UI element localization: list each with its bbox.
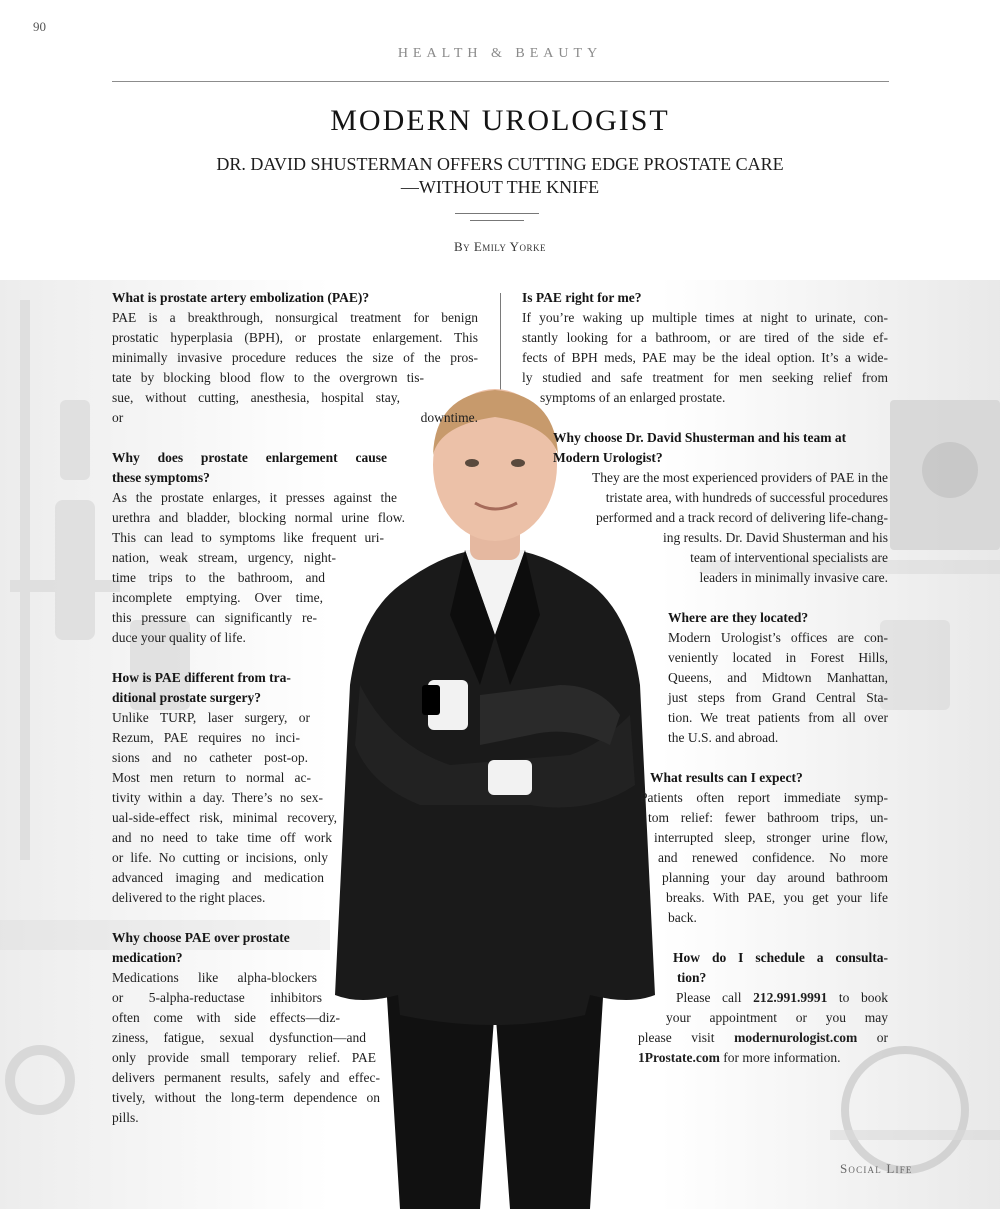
text-line: veniently located in Forest Hills, bbox=[668, 650, 888, 665]
phone-number[interactable]: 212.991.9991 bbox=[753, 990, 828, 1005]
text-line: fects of BPH meds, PAE may be the ideal option. It’s a wide- bbox=[522, 350, 888, 365]
text-line: ual-side-effect risk, minimal recovery, bbox=[112, 810, 337, 825]
text-line: and renewed confidence. No more bbox=[658, 850, 888, 865]
text-line: sue, without cutting, anesthesia, hospital stay, bbox=[112, 390, 400, 405]
text-line: interrupted sleep, stronger urine flow, bbox=[654, 830, 888, 845]
ornament-rule bbox=[455, 213, 539, 214]
text-line: medication? bbox=[112, 950, 183, 965]
answer-paragraph bbox=[638, 988, 888, 1068]
text-line: Why choose PAE over prostate bbox=[112, 930, 290, 945]
question-heading bbox=[673, 948, 888, 988]
text-line: urethra and bladder, blocking normal urine flow. bbox=[112, 510, 405, 525]
text-line: tate by blocking blood flow to the overgrown tis- bbox=[112, 370, 424, 385]
text-line: pills. bbox=[112, 1110, 139, 1125]
section-heading: HEALTH & BEAUTY bbox=[397, 46, 603, 61]
text-line: performed and a track record of delivering life-chang- bbox=[596, 510, 888, 525]
article-subtitle bbox=[150, 153, 850, 199]
text-line: tivity within a day. There’s no sex- bbox=[112, 790, 323, 805]
header-rule bbox=[112, 81, 889, 82]
text-line bbox=[638, 1048, 888, 1068]
text-line: Why does prostate enlargement cause bbox=[112, 450, 387, 465]
text-line: prostatic hyperplasia (BPH), or prostate enlargement. This bbox=[112, 330, 478, 345]
answer-paragraph bbox=[112, 488, 405, 648]
text-line: Patients often report immediate symp- bbox=[640, 790, 888, 805]
text-line: tristate area, with hundreds of successful procedures bbox=[605, 490, 888, 505]
text-line: ing results. Dr. David Shusterman and his bbox=[663, 530, 888, 545]
text-line: these symptoms? bbox=[112, 470, 210, 485]
text-line: ditional prostate surgery? bbox=[112, 690, 261, 705]
text-line bbox=[638, 1028, 888, 1048]
article-title: MODERN UROLOGIST bbox=[330, 104, 670, 137]
answer-paragraph bbox=[112, 968, 380, 1128]
text-line: stantly looking for a bathroom, or are tired of the side ef- bbox=[522, 330, 888, 345]
text-run: for more information. bbox=[719, 1050, 841, 1065]
text-line: Modern Urologist? bbox=[553, 450, 663, 465]
text-line: incomplete emptying. Over time, bbox=[112, 590, 323, 605]
question-heading bbox=[112, 448, 387, 488]
question-heading: Is PAE right for me? bbox=[522, 290, 642, 305]
text-line: delivers permanent results, safely and effec- bbox=[112, 1070, 380, 1085]
text-line: time trips to the bathroom, and bbox=[112, 570, 325, 585]
text-run: please visit bbox=[638, 1030, 735, 1045]
question-heading bbox=[553, 428, 846, 468]
text-line: How do I schedule a consulta- bbox=[673, 950, 888, 965]
subtitle-line: DR. DAVID SHUSTERMAN OFFERS CUTTING EDGE PROSTATE CARE bbox=[216, 154, 784, 174]
text-line: duce your quality of life. bbox=[112, 630, 246, 645]
text-line: nation, weak stream, urgency, night- bbox=[112, 550, 336, 565]
text-line: Modern Urologist’s offices are con- bbox=[668, 630, 888, 645]
answer-paragraph bbox=[112, 708, 337, 908]
text-line: breaks. With PAE, you get your life bbox=[666, 890, 888, 905]
text-line: planning your day around bathroom bbox=[662, 870, 888, 885]
question-heading: Where are they located? bbox=[668, 610, 809, 625]
magazine-footer: Social Life bbox=[840, 1161, 913, 1176]
text-line: How is PAE different from tra- bbox=[112, 670, 291, 685]
page-number: 90 bbox=[33, 19, 46, 34]
website-link[interactable]: 1Prostate.com bbox=[638, 1050, 720, 1065]
text-line: and no need to take time off work bbox=[112, 830, 332, 845]
byline: By Emily Yorke bbox=[453, 239, 547, 254]
text-run: to book bbox=[827, 990, 888, 1005]
text-line: If you’re waking up multiple times at night to urinate, con- bbox=[522, 310, 888, 325]
text-line: They are the most experienced providers of PAE in the bbox=[591, 470, 888, 485]
answer-paragraph bbox=[668, 628, 888, 748]
text-line: team of interventional specialists are bbox=[690, 550, 888, 565]
subtitle-line: —WITHOUT THE KNIFE bbox=[400, 177, 600, 197]
text-line: Medications like alpha-blockers bbox=[112, 970, 317, 985]
text-line: tom relief: fewer bathroom trips, un- bbox=[648, 810, 888, 825]
text-line: or downtime. bbox=[112, 410, 478, 425]
text-line: symptoms of an enlarged prostate. bbox=[540, 390, 726, 405]
text-line: often come with side effects—diz- bbox=[112, 1010, 340, 1025]
website-link[interactable]: modernurologist.com bbox=[734, 1030, 858, 1045]
question-heading: What is prostate artery embolization (PAE)? bbox=[112, 290, 370, 305]
text-line: ziness, fatigue, sexual dysfunction—and bbox=[112, 1030, 366, 1045]
text-line: PAE is a breakthrough, nonsurgical treatment for benign bbox=[112, 310, 478, 325]
text-line: ly studied and safe treatment for men seeking relief from bbox=[522, 370, 888, 385]
text-line: Queens, and Midtown Manhattan, bbox=[668, 670, 888, 685]
text-line bbox=[676, 988, 888, 1008]
text-line: Most men return to normal ac- bbox=[112, 770, 311, 785]
answer-paragraph bbox=[522, 308, 888, 408]
text-line: delivered to the right places. bbox=[112, 890, 266, 905]
ornament-rule bbox=[470, 220, 524, 221]
text-line: or 5-alpha-reductase inhibitors bbox=[112, 990, 322, 1005]
answer-paragraph bbox=[112, 308, 478, 428]
question-heading bbox=[112, 928, 290, 968]
text-line: tion. We treat patients from all over bbox=[668, 710, 888, 725]
text-line: This can lead to symptoms like frequent uri- bbox=[112, 530, 384, 545]
question-heading: What results can I expect? bbox=[650, 770, 803, 785]
text-run: Please call bbox=[676, 990, 754, 1005]
text-line: only provide small temporary relief. PAE bbox=[112, 1050, 376, 1065]
text-line: minimally invasive procedure reduces the size of the pros- bbox=[112, 350, 478, 365]
text-run: or bbox=[857, 1030, 888, 1045]
text-line: Unlike TURP, laser surgery, or bbox=[112, 710, 310, 725]
text-line: advanced imaging and medication bbox=[112, 870, 324, 885]
text-line: the U.S. and abroad. bbox=[668, 730, 779, 745]
text-line: back. bbox=[668, 910, 697, 925]
text-line: this pressure can significantly re- bbox=[112, 610, 317, 625]
answer-paragraph bbox=[640, 788, 888, 928]
question-heading bbox=[112, 668, 291, 708]
text-line: Rezum, PAE requires no inci- bbox=[112, 730, 300, 745]
answer-paragraph bbox=[530, 468, 888, 588]
text-line: As the prostate enlarges, it presses against the bbox=[112, 490, 397, 505]
text-line: tively, without the long-term dependence on bbox=[112, 1090, 380, 1105]
text-line: your appointment or you may bbox=[666, 1010, 888, 1025]
text-line: tion? bbox=[677, 970, 707, 985]
text-line: sions and no catheter post-op. bbox=[112, 750, 308, 765]
text-line: just steps from Grand Central Sta- bbox=[668, 690, 888, 705]
text-line: or life. No cutting or incisions, only bbox=[112, 850, 328, 865]
text-line: Why choose Dr. David Shusterman and his team at bbox=[553, 430, 847, 445]
text-line: leaders in minimally invasive care. bbox=[699, 570, 888, 585]
